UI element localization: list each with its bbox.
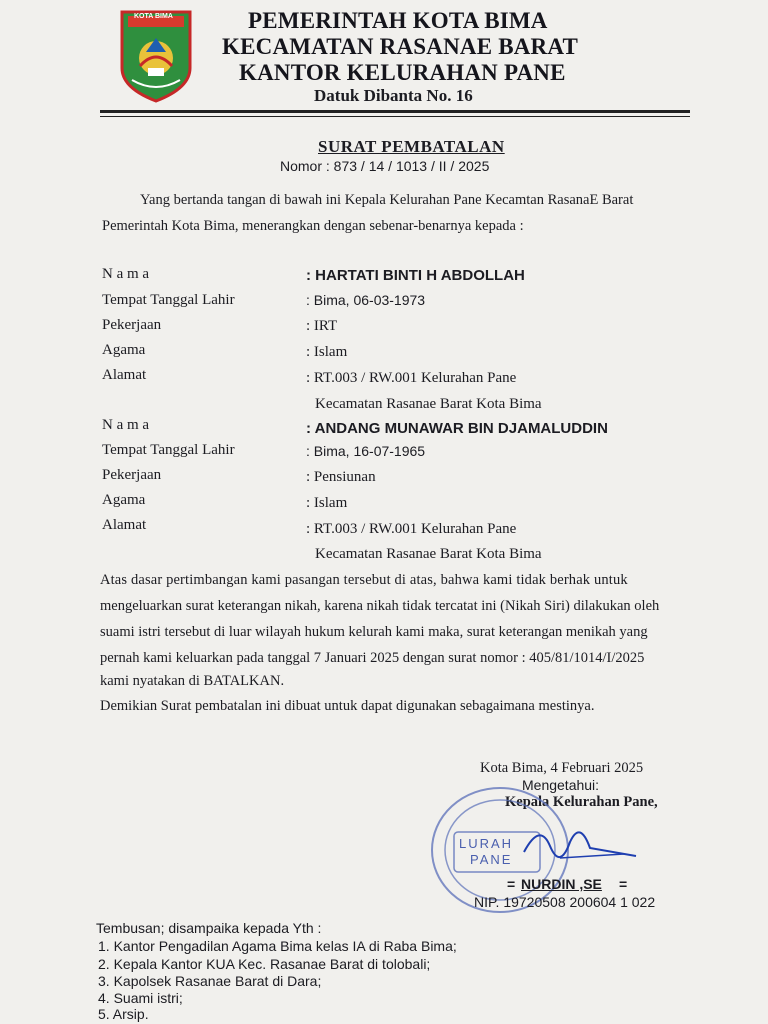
letterhead-line3: KANTOR KELURAHAN PANE xyxy=(239,60,566,85)
label-pekerjaan: Pekerjaan xyxy=(102,467,162,483)
letterhead-line2: KECAMATAN RASANAE BARAT xyxy=(222,34,579,59)
coat-of-arms-icon xyxy=(118,8,194,104)
label-ttl: Tempat Tanggal Lahir xyxy=(102,442,235,458)
label-alamat: Alamat xyxy=(102,517,147,533)
label-agama: Agama xyxy=(102,492,146,508)
label-nama: N a m a xyxy=(102,266,150,282)
person2-name: : ANDANG MUNAWAR BIN DJAMALUDDIN xyxy=(306,420,608,437)
label-agama: Agama xyxy=(102,342,146,358)
sign-nip: NIP. 19720508 200604 1 022 xyxy=(474,894,656,910)
sign-name-suffix: = xyxy=(619,876,628,892)
stamp-text-lurah: LURAH xyxy=(459,836,514,851)
sign-position: Kepala Kelurahan Pane, xyxy=(505,794,658,810)
cc-header: Tembusan; disampaika kepada Yth : xyxy=(96,920,322,936)
government-logo xyxy=(118,8,194,104)
cc-item: 5. Arsip. xyxy=(98,1006,149,1022)
person2-ttl: : Bima, 16-07-1965 xyxy=(306,443,426,459)
letterhead-rule-thick xyxy=(100,110,690,113)
person1-alamat1: : RT.003 / RW.001 Kelurahan Pane xyxy=(306,370,517,386)
signature-scribble-icon xyxy=(520,812,640,872)
person1-pekerjaan: : IRT xyxy=(306,318,338,334)
body-line5: kami nyatakan di BATALKAN. xyxy=(100,673,285,689)
letterhead-line1: PEMERINTAH KOTA BIMA xyxy=(248,8,548,33)
logo-caption: KOTA BIMA xyxy=(134,13,173,20)
person1-agama: : Islam xyxy=(306,344,348,360)
label-nama: N a m a xyxy=(102,417,150,433)
cc-item: 1. Kantor Pengadilan Agama Bima kelas IA di Raba Bima; xyxy=(98,938,457,954)
sign-name-prefix: = xyxy=(507,876,516,892)
intro-line2: Pemerintah Kota Bima, menerangkan dengan sebenar-benarnya kepada : xyxy=(102,218,524,234)
letter-number: Nomor : 873 / 14 / 1013 / II / 2025 xyxy=(280,158,490,174)
stamp-text-pane: PANE xyxy=(470,852,513,867)
letterhead-address: Datuk Dibanta No. 16 xyxy=(314,86,473,105)
cc-item: 3. Kapolsek Rasanae Barat di Dara; xyxy=(98,973,322,989)
person1-ttl: : Bima, 06-03-1973 xyxy=(306,292,426,308)
letterhead-rule-thin xyxy=(100,116,690,117)
body-line2: mengeluarkan surat keterangan nikah, karena nikah tidak tercatat ini (Nikah Siri) dilakukan oleh xyxy=(100,598,660,614)
cc-item: 4. Suami istri; xyxy=(98,990,183,1006)
person2-alamat1: : RT.003 / RW.001 Kelurahan Pane xyxy=(306,521,517,537)
body-line6: Demikian Surat pembatalan ini dibuat untuk dapat digunakan sebagaimana mestinya. xyxy=(100,698,595,714)
sign-acknowledged: Mengetahui: xyxy=(522,777,600,793)
person2-alamat2: Kecamatan Rasanae Barat Kota Bima xyxy=(315,546,542,562)
letter-title: SURAT PEMBATALAN xyxy=(318,137,505,156)
sign-name: NURDIN ,SE xyxy=(521,876,602,892)
sign-place-date: Kota Bima, 4 Februari 2025 xyxy=(480,760,644,776)
body-line3: suami istri tersebut di luar wilayah hukum kelurah kami maka, surat keterangan menikah yang xyxy=(100,624,648,640)
person2-agama: : Islam xyxy=(306,495,348,511)
label-pekerjaan: Pekerjaan xyxy=(102,317,162,333)
person1-name: : HARTATI BINTI H ABDOLLAH xyxy=(306,267,525,284)
label-ttl: Tempat Tanggal Lahir xyxy=(102,292,235,308)
signature-mark xyxy=(520,812,640,872)
person1-alamat2: Kecamatan Rasanae Barat Kota Bima xyxy=(315,396,542,412)
body-line4: pernah kami keluarkan pada tanggal 7 Januari 2025 dengan surat nomor : 405/81/1014/I/2025 xyxy=(100,650,645,666)
body-line1: Atas dasar pertimbangan kami pasangan tersebut di atas, bahwa kami tidak berhak untuk xyxy=(100,572,628,588)
person2-pekerjaan: : Pensiunan xyxy=(306,469,376,485)
cc-item: 2. Kepala Kantor KUA Kec. Rasanae Barat di tolobali; xyxy=(98,956,431,972)
intro-line1: Yang bertanda tangan di bawah ini Kepala Kelurahan Pane Kecamtan RasanaE Barat xyxy=(140,192,634,208)
label-alamat: Alamat xyxy=(102,367,147,383)
